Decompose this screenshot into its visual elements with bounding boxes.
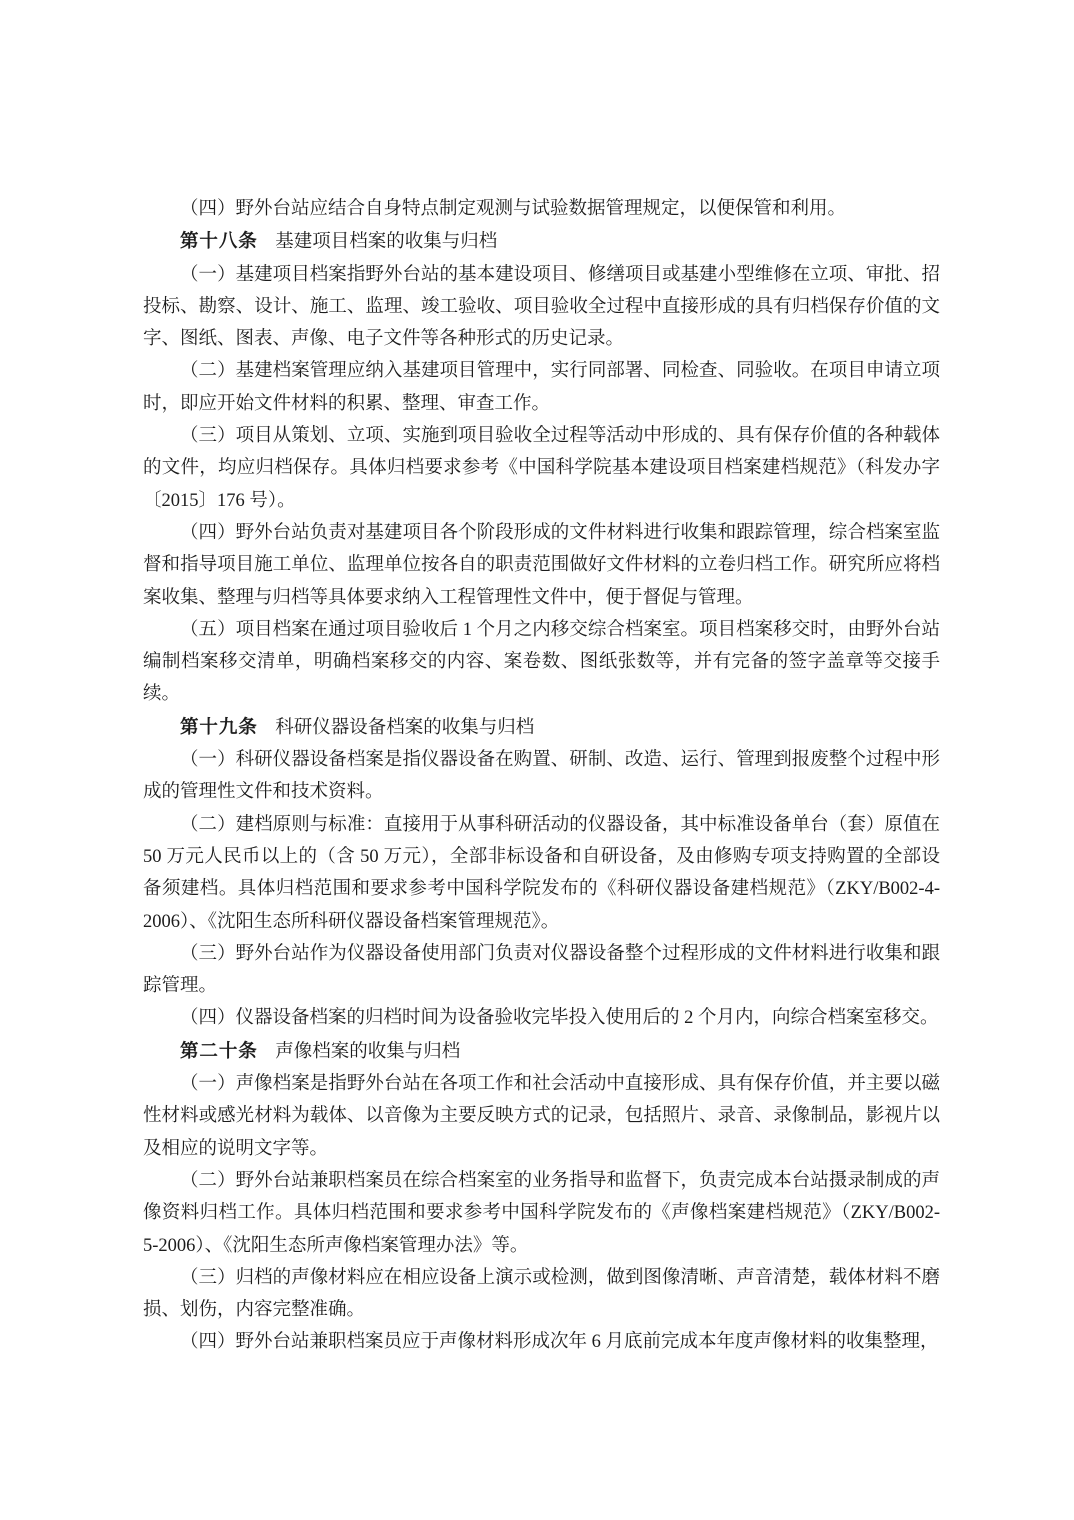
- article-number: 第十八条: [180, 230, 258, 252]
- clause-paragraph: （四）野外台站应结合自身特点制定观测与试验数据管理规定，以便保管和利用。: [180, 199, 847, 219]
- clause-paragraph: （四）野外台站兼职档案员应于声像材料形成次年 6 月底前完成本年度声像材料的收集整理，: [180, 1332, 939, 1353]
- clause-paragraph: （三）归档的声像材料应在相应设备上演示或检测，做到图像清晰、声音清楚，载体材料不磨损、划伤，内容完整准确。: [143, 1267, 940, 1321]
- clause-paragraph: （一）基建项目档案指野外台站的基本建设项目、修缮项目或基建小型维修在立项、审批、招投标、勘察、设计、施工、监理、竣工验收、项目验收全过程中直接形成的具有归档保存价值的文字、图纸、图表、声像、电子文件等各种形式的历史记录。: [143, 264, 940, 350]
- article-heading: [143, 711, 940, 744]
- clause-paragraph: （一）科研仪器设备档案是指仪器设备在购置、研制、改造、运行、管理到报废整个过程中形成的管理性文件和技术资料。: [143, 750, 940, 803]
- article-heading: [143, 225, 940, 258]
- clause-paragraph: （一）声像档案是指野外台站在各项工作和社会活动中直接形成、具有保存价值，并主要以磁性材料或感光材料为载体、以音像为主要反映方式的记录，包括照片、录音、录像制品，影视片以及相应的说明文字等。: [143, 1074, 940, 1159]
- article-title: 声像档案的收集与归档: [275, 1041, 461, 1062]
- clause-paragraph: （二）基建档案管理应纳入基建项目管理中，实行同部署、同检查、同验收。在项目申请立项时，即应开始文件材料的积累、整理、审查工作。: [143, 361, 940, 414]
- clause-paragraph: （四）仪器设备档案的归档时间为设备验收完毕投入使用后的 2 个月内，向综合档案室移交。: [180, 1008, 939, 1029]
- clause-paragraph: （三）野外台站作为仪器设备使用部门负责对仪器设备整个过程形成的文件材料进行收集和跟踪管理。: [143, 943, 940, 997]
- clause-paragraph: （三）项目从策划、立项、实施到项目验收全过程等活动中形成的、具有保存价值的各种载体的文件，均应归档保存。具体归档要求参考《中国科学院基本建设项目档案建档规范》（科发办字〔2015〕176 号）。: [143, 426, 940, 511]
- article-number: 第二十条: [180, 1039, 258, 1061]
- article-number: 第十九条: [180, 715, 258, 737]
- clause-paragraph: （五）项目档案在通过项目验收后 1 个月之内移交综合档案室。项目档案移交时，由野外台站编制档案移交清单，明确档案移交的内容、案卷数、图纸张数等，并有完备的签字盖章等交接手续。: [143, 619, 940, 705]
- clause-paragraph: （二）野外台站兼职档案员在综合档案室的业务指导和监督下，负责完成本台站摄录制成的声像资料归档工作。具体归档范围和要求参考中国科学院发布的《声像档案建档规范》（ZKY/B002-5-2006）、《沈阳生态所声像档案管理办法》等。: [143, 1170, 940, 1256]
- article-heading: [143, 1035, 940, 1068]
- article-title: 基建项目档案的收集与归档: [275, 232, 498, 253]
- clause-paragraph: （四）野外台站负责对基建项目各个阶段形成的文件材料进行收集和跟踪管理，综合档案室监督和指导项目施工单位、监理单位按各自的职责范围做好文件材料的立卷归档工作。研究所应将档案收集、整理与归档等具体要求纳入工程管理性文件中，便于督促与管理。: [143, 522, 940, 608]
- article-title: 科研仪器设备档案的收集与归档: [275, 717, 535, 738]
- clause-paragraph: （二）建档原则与标准：直接用于从事科研活动的仪器设备，其中标准设备单台（套）原值在 50 万元人民币以上的（含 50 万元），全部非标设备和自研设备，及由修购专项支持购置的全部设备须建档。具体归档范围和要求参考中国科学院发布的《科研仪器设备建档规范》（ZKY/B002-4-2006）、《沈阳生态所科研仪器设备档案管理规范》。: [143, 814, 940, 932]
